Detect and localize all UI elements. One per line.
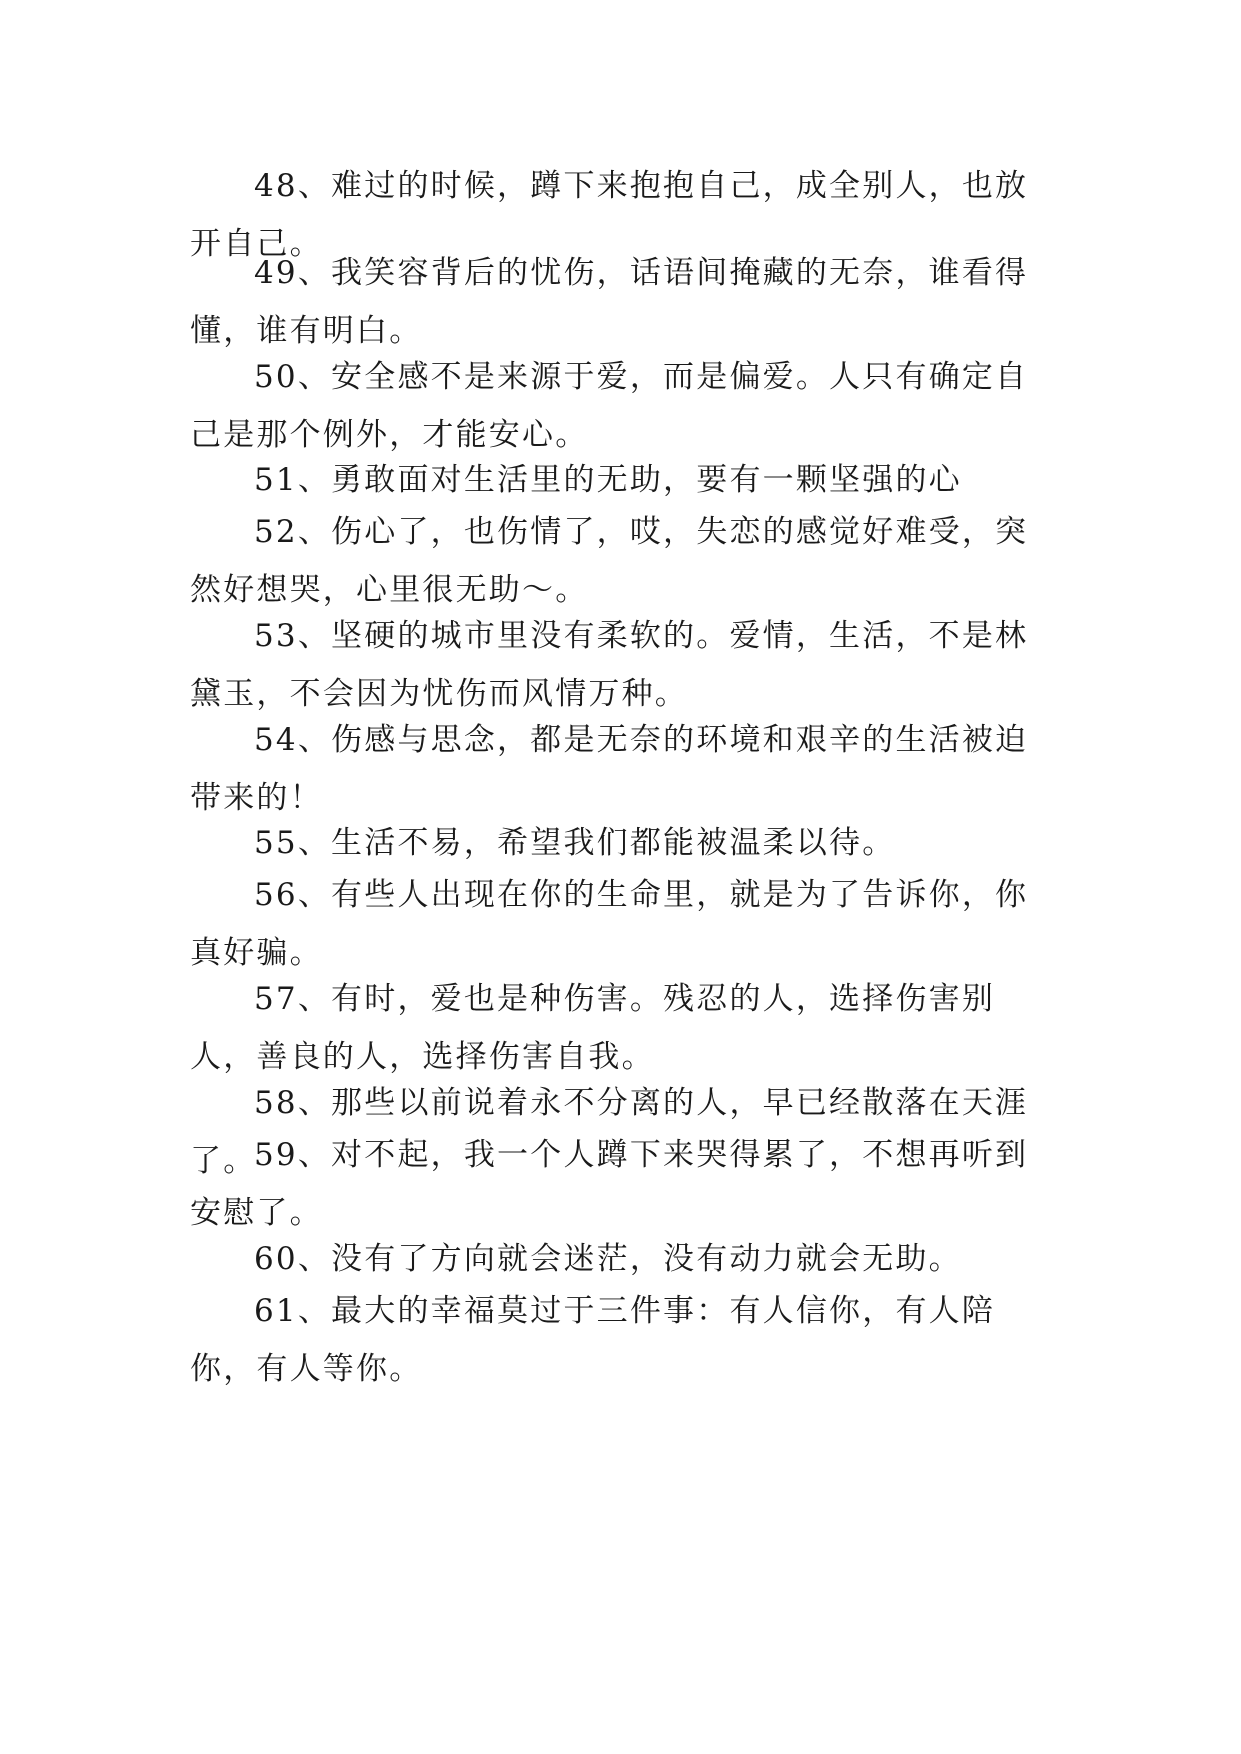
paragraph-50: 50、安全感不是来源于爱，而是偏爱。人只有确定自己是那个例外，才能安心。 [190, 359, 1029, 453]
paragraph-51: 51、勇敢面对生活里的无助，要有一颗坚强的心 [254, 462, 962, 498]
paragraph-55: 55、生活不易，希望我们都能被温柔以待。 [254, 825, 896, 861]
paragraph-59: 59、对不起，我一个人蹲下来哭得累了，不想再听到安慰了。 [190, 1137, 1029, 1231]
paragraph-48: 48、难过的时候，蹲下来抱抱自己，成全别人，也放开自己。 [190, 168, 1029, 262]
paragraph-49: 49、我笑容背后的忧伤，话语间掩藏的无奈，谁看得懂，谁有明白。 [190, 255, 1029, 349]
paragraph-60: 60、没有了方向就会迷茫，没有动力就会无助。 [254, 1241, 962, 1277]
paragraph-52: 52、伤心了，也伤情了，哎，失恋的感觉好难受，突然好想哭，心里很无助～。 [190, 514, 1029, 608]
paragraph-54: 54、伤感与思念，都是无奈的环境和艰辛的生活被迫带来的！ [190, 722, 1029, 816]
paragraph-61: 61、最大的幸福莫过于三件事：有人信你，有人陪你，有人等你。 [190, 1293, 996, 1387]
paragraph-56: 56、有些人出现在你的生命里，就是为了告诉你，你真好骗。 [190, 877, 1029, 971]
paragraph-53: 53、坚硬的城市里没有柔软的。爱情，生活，不是林黛玉，不会因为忧伤而风情万种。 [190, 618, 1029, 712]
paragraph-57: 57、有时，爱也是种伤害。残忍的人，选择伤害别人，善良的人，选择伤害自我。 [190, 981, 996, 1075]
paragraph-58: 58、那些以前说着永不分离的人，早已经散落在天涯了。 [190, 1085, 1029, 1179]
